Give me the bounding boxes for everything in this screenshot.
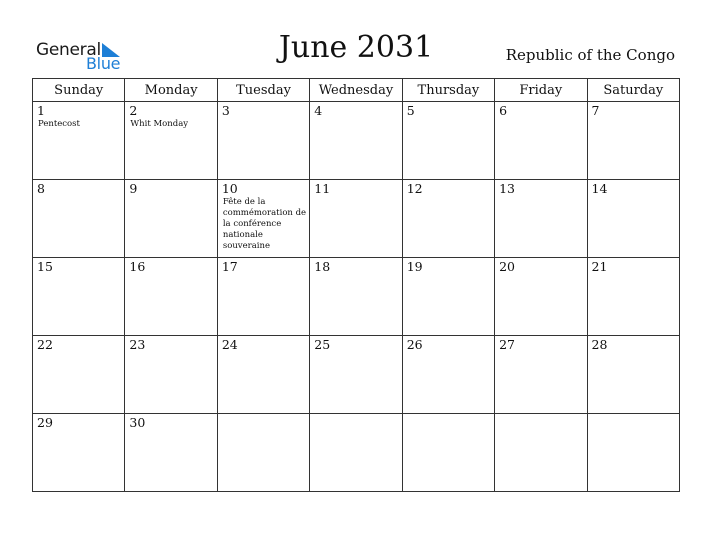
calendar-grid bbox=[32, 78, 680, 492]
holiday-label: Fête de la commémoration de la conférence nationale souveraine bbox=[222, 197, 307, 251]
day-cell bbox=[310, 180, 402, 258]
day-cell bbox=[125, 180, 217, 258]
day-cell bbox=[217, 180, 309, 258]
day-cell bbox=[125, 414, 217, 492]
day-cell bbox=[310, 258, 402, 336]
day-cell bbox=[310, 102, 402, 180]
day-cell bbox=[125, 102, 217, 180]
holiday-label bbox=[310, 352, 401, 353]
day-cell bbox=[495, 414, 587, 492]
day-number: 24 bbox=[221, 337, 238, 352]
day-cell bbox=[125, 336, 217, 414]
day-cell bbox=[402, 336, 494, 414]
day-number: 20 bbox=[499, 259, 516, 274]
holiday-label bbox=[310, 274, 401, 275]
day-number: 25 bbox=[314, 337, 331, 352]
holiday-label bbox=[125, 274, 216, 275]
week-row bbox=[33, 102, 680, 180]
day-number: 23 bbox=[129, 337, 146, 352]
day-cell bbox=[587, 258, 679, 336]
holiday-label bbox=[495, 416, 586, 417]
calendar-title: June 2031 bbox=[278, 30, 434, 65]
holiday-label bbox=[33, 352, 124, 353]
day-cell bbox=[125, 258, 217, 336]
day-cell bbox=[217, 414, 309, 492]
holiday-label: Pentecost bbox=[38, 119, 80, 129]
day-cell bbox=[587, 414, 679, 492]
day-cell bbox=[310, 414, 402, 492]
logo-text-general: General bbox=[36, 40, 101, 60]
day-cell bbox=[587, 336, 679, 414]
day-number: 12 bbox=[406, 181, 423, 196]
day-cell bbox=[495, 180, 587, 258]
week-row bbox=[33, 336, 680, 414]
holiday-label bbox=[218, 416, 309, 417]
weekday-header: Saturday bbox=[587, 79, 679, 102]
holiday-label bbox=[403, 416, 494, 417]
holiday-label bbox=[588, 416, 679, 417]
day-cell bbox=[402, 258, 494, 336]
day-number: 21 bbox=[591, 259, 608, 274]
day-number: 1 bbox=[37, 103, 45, 118]
weekday-header: Wednesday bbox=[310, 79, 402, 102]
day-number: 26 bbox=[406, 337, 423, 352]
week-row bbox=[33, 180, 680, 258]
day-cell bbox=[33, 258, 125, 336]
day-number: 11 bbox=[314, 181, 331, 196]
day-number: 8 bbox=[37, 181, 45, 196]
logo-text-blue: Blue bbox=[86, 54, 121, 73]
week-row bbox=[33, 258, 680, 336]
holiday-label bbox=[403, 118, 494, 119]
day-number: 13 bbox=[499, 181, 516, 196]
day-number: 9 bbox=[129, 181, 138, 196]
day-cell bbox=[217, 258, 309, 336]
holiday-label bbox=[403, 274, 494, 275]
day-number: 17 bbox=[221, 259, 238, 274]
weekday-header: Tuesday bbox=[217, 79, 309, 102]
day-number: 16 bbox=[129, 259, 146, 274]
day-cell bbox=[495, 336, 587, 414]
holiday-label: Whit Monday bbox=[130, 119, 189, 129]
holiday-label bbox=[310, 196, 401, 197]
holiday-label bbox=[588, 352, 679, 353]
weekday-header: Monday bbox=[125, 79, 217, 102]
day-number: 7 bbox=[591, 103, 600, 118]
holiday-label bbox=[588, 196, 679, 197]
day-cell bbox=[587, 102, 679, 180]
holiday-label bbox=[495, 352, 586, 353]
holiday-label bbox=[310, 416, 401, 417]
holiday-label bbox=[33, 196, 124, 197]
weekday-header: Friday bbox=[495, 79, 587, 102]
day-number: 28 bbox=[591, 337, 608, 352]
day-number: 3 bbox=[221, 103, 230, 118]
holiday-label bbox=[125, 430, 216, 431]
day-number: 30 bbox=[129, 415, 146, 430]
day-cell bbox=[217, 102, 309, 180]
day-cell bbox=[402, 102, 494, 180]
holiday-label bbox=[403, 196, 494, 197]
day-number: 4 bbox=[314, 103, 323, 118]
day-cell bbox=[33, 180, 125, 258]
holiday-label bbox=[218, 352, 309, 353]
holiday-label bbox=[495, 118, 586, 119]
day-number: 10 bbox=[221, 181, 238, 196]
holiday-label bbox=[495, 196, 586, 197]
weekday-header: Sunday bbox=[33, 79, 125, 102]
day-number: 27 bbox=[499, 337, 516, 352]
day-cell bbox=[402, 414, 494, 492]
holiday-label bbox=[218, 274, 309, 275]
holiday-label bbox=[588, 118, 679, 119]
holiday-label bbox=[125, 196, 216, 197]
day-cell bbox=[217, 336, 309, 414]
country-name: Republic of the Congo bbox=[505, 46, 675, 64]
weekday-header-row bbox=[33, 79, 680, 102]
holiday-label bbox=[33, 274, 124, 275]
holiday-label bbox=[403, 352, 494, 353]
holiday-label bbox=[218, 118, 309, 119]
day-number: 5 bbox=[406, 103, 415, 118]
day-number: 2 bbox=[129, 103, 138, 118]
holiday-label bbox=[588, 274, 679, 275]
day-cell bbox=[33, 414, 125, 492]
day-cell bbox=[310, 336, 402, 414]
day-cell bbox=[587, 180, 679, 258]
day-number: 22 bbox=[37, 337, 53, 352]
day-number: 14 bbox=[591, 181, 608, 196]
day-cell bbox=[495, 258, 587, 336]
day-cell bbox=[495, 102, 587, 180]
day-number: 29 bbox=[37, 415, 53, 430]
day-number: 6 bbox=[499, 103, 508, 118]
day-number: 19 bbox=[406, 259, 423, 274]
holiday-label bbox=[495, 274, 586, 275]
day-cell bbox=[402, 180, 494, 258]
day-number: 18 bbox=[314, 259, 331, 274]
week-row bbox=[33, 414, 680, 492]
day-number: 15 bbox=[37, 259, 53, 274]
holiday-label bbox=[310, 118, 401, 119]
holiday-label bbox=[33, 430, 124, 431]
day-cell bbox=[33, 102, 125, 180]
weekday-header: Thursday bbox=[402, 79, 494, 102]
holiday-label bbox=[125, 352, 216, 353]
day-cell bbox=[33, 336, 125, 414]
